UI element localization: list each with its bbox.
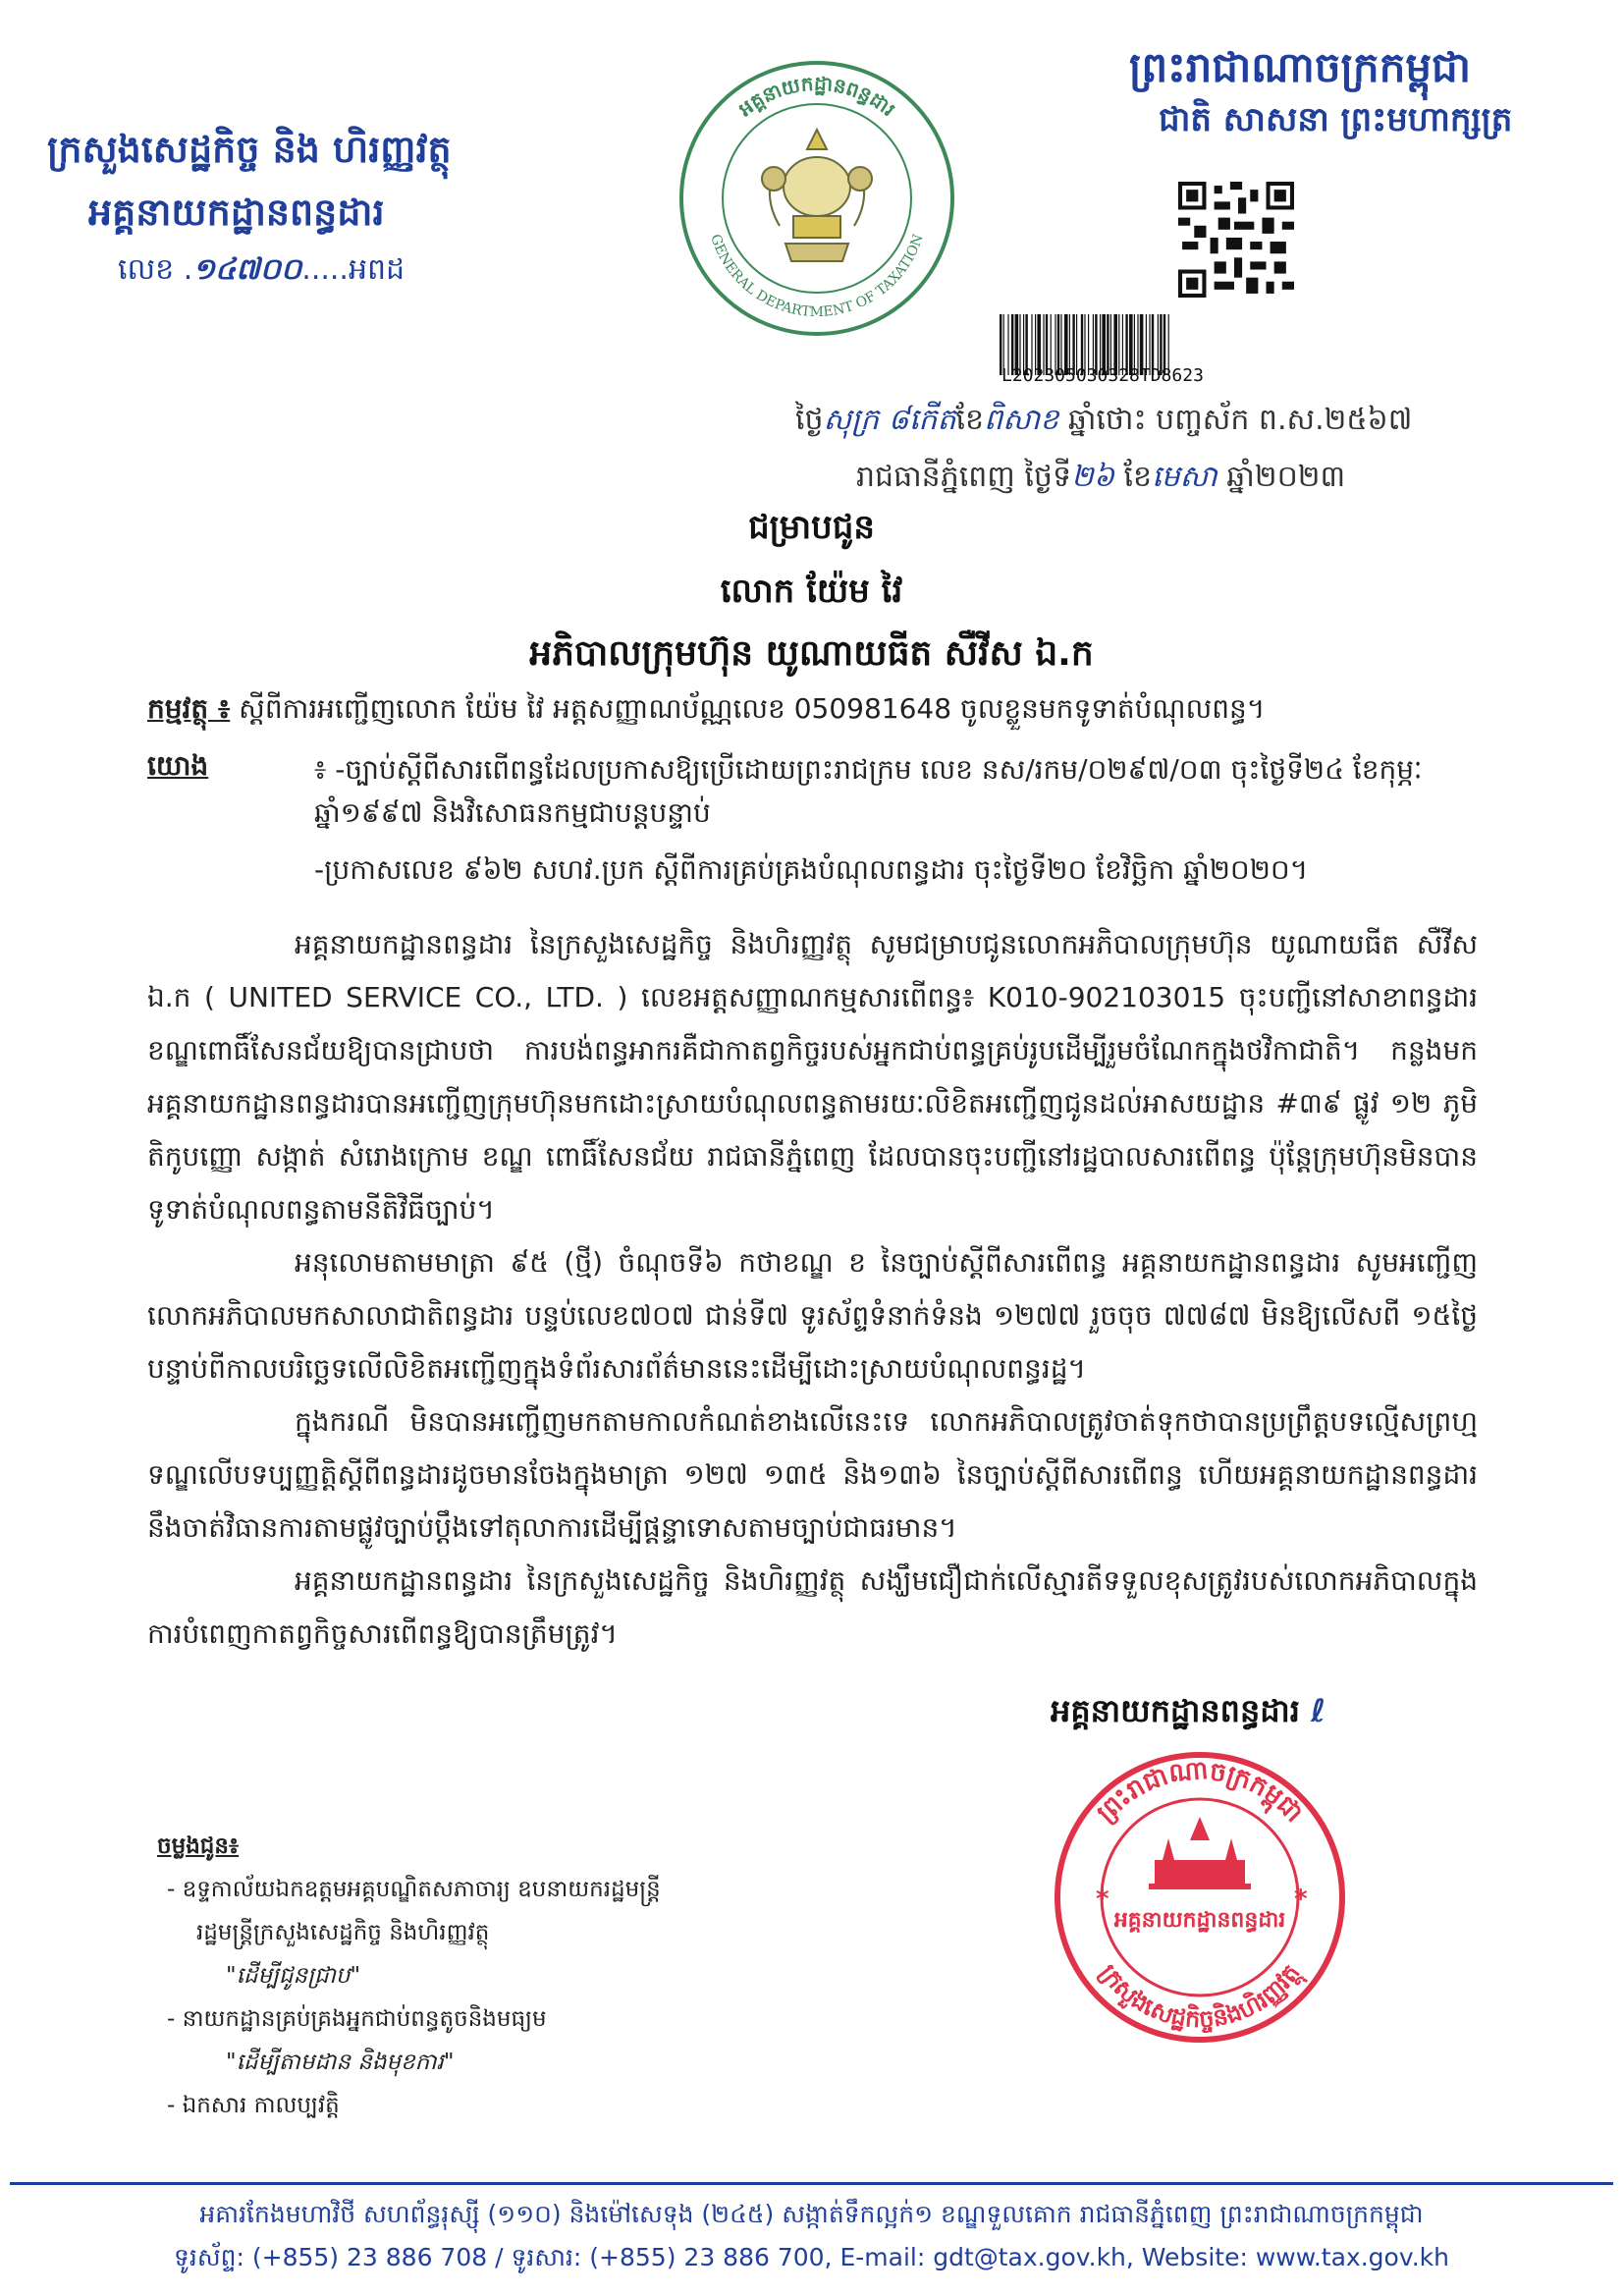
- barcode-number: L202305030328TD8623: [1001, 365, 1204, 386]
- body-paragraph: អគ្គនាយកដ្ឋានពន្ធដារ នៃក្រសួងសេដ្ឋកិច្ច និងហិរញ្ញវត្ថុ សង្ឃឹមជឿជាក់លើស្មារតីទទួលខុសត្រូវរបស់លោកអភិបាលក្នុងការបំពេញកាតព្វកិច្ចសារពើពន្ធឱ្យបានត្រឹមត្រូវ។: [147, 1564, 1478, 1650]
- ref-suffix: អពដ: [348, 252, 406, 287]
- reference-number: លេខ .១៤៧០០.....អពដ: [118, 252, 406, 287]
- reference-item: ៖ -ច្បាប់ស្តីពីសារពើពន្ធដែលប្រកាសឱ្យប្រើដោយព្រះរាជក្រម លេខ នស/រកម/០២៩៧/០៣ ចុះថ្ងៃទី២៤ ខែកុម្ភៈ ឆ្នាំ១៩៩៧ និងវិសោធនកម្មជាបន្តបន្ទាប់: [314, 753, 1423, 829]
- seal-star-icon: *: [1294, 1885, 1308, 1914]
- seal-top-text: ព្រះរាជាណាចក្រកម្ពុជា: [1091, 1755, 1309, 1829]
- signer-title: [1051, 1691, 1325, 1737]
- lunar-day: សុក្រ ៨កើត: [823, 403, 956, 437]
- body-paragraph: អនុលោមតាមមាត្រា ៩៥ (ថ្មី) ចំណុចទី៦ កថាខណ្ឌ ខ នៃច្បាប់ស្តីពីសារពើពន្ធ អគ្គនាយកដ្ឋានពន្ធដារ សូមអញ្ជើញលោកអភិបាលមកសាលាជាតិពន្ធដារ បន្ទប់លេខ៧០៧ ជាន់ទី៧ ទូរស័ព្ទទំនាក់ទំនង ១២៧៧ រួចចុច ៧៧៨៧ មិនឱ្យលើសពី ១៥ថ្ងៃ បន្ទាប់ពីកាលបរិច្ឆេទលើលិខិតអញ្ជើញក្នុងទំព័រសារព័ត៌មាននេះដើម្បីដោះស្រាយបំណុលពន្ធរដ្ឋ។: [147, 1246, 1478, 1385]
- lunar-month-prefix: ខែ: [955, 403, 985, 437]
- carbon-copy: [157, 1825, 661, 2127]
- svg-text:អគ្គនាយកដ្ឋានពន្ធដារ: [733, 72, 899, 122]
- lunar-month: ពិសាខ: [984, 403, 1059, 437]
- solar-day: ២៦: [1071, 460, 1114, 494]
- solar-month-prefix: ខែ: [1123, 460, 1153, 494]
- signature-mark-icon: ℓ: [1311, 1692, 1326, 1729]
- body-paragraph: អគ្គនាយកដ្ឋានពន្ធដារ នៃក្រសួងសេដ្ឋកិច្ច និងហិរញ្ញវត្ថុ សូមជម្រាបជូនលោកអភិបាលក្រុមហ៊ុន យូណាយធីត សឺវីស ឯ.ក ( UNITED SERVICE CO., LTD. ) លេខអត្តសញ្ញាណកម្មសារពើពន្ធ៖ K010-902103015 ចុះបញ្ជីនៅសាខាពន្ធដារខណ្ឌពោធិ៍សែនជ័យឱ្យបានជ្រាបថា ការបង់ពន្ធអាករគឺជាកាតព្វកិច្ចរបស់អ្នកជាប់ពន្ធគ្រប់រូបដើម្បីរួមចំណែកក្នុងថវិកាជាតិ។ កន្លងមក អគ្គនាយកដ្ឋានពន្ធដារបានអញ្ជើញក្រុមហ៊ុនមកដោះស្រាយបំណុលពន្ធតាមរយៈលិខិតអញ្ជើញជូនដល់អាសយដ្ឋាន #៣៩ ផ្លូវ ១២ ភូមិ តិកូបញ្ញោ សង្កាត់ សំរោងក្រោម ខណ្ឌ ពោធិ៍សែនជ័យ រាជធានីភ្នំពេញ ដែលបានចុះបញ្ជីនៅរដ្ឋបាលសារពើពន្ធ ប៉ុន្តែក្រុមហ៊ុនមិនបានទូទាត់បំណុលពន្ធតាមនីតិវិធីច្បាប់។: [147, 928, 1478, 1226]
- kingdom-title: ព្រះរាជាណាចក្រកម្ពុជា: [1129, 43, 1472, 91]
- seal-star-icon: *: [1096, 1885, 1109, 1914]
- subject-line: [147, 691, 1502, 732]
- solar-date: [856, 458, 1345, 501]
- subject-text: ស្ដីពីការអញ្ជើញលោក យ៉ែម វៃ អត្តសញ្ញាណប័ណ្ណលេខ 050981648 ចូលខ្លួនមកទូទាត់បំណុលពន្ធ។: [239, 692, 1266, 725]
- footer-divider: [10, 2182, 1613, 2185]
- cc-item: - ឯកសារ កាលប្បវត្តិ: [167, 2093, 340, 2118]
- footer-contacts: ទូរស័ព្ទ: (+855) 23 886 708 / ទូរសារ: (+855) 23 886 700, E-mail: gdt@tax.gov.kh, Website: www.tax.gov.kh: [174, 2243, 1449, 2271]
- recipient-title: អភិបាលក្រុមហ៊ុន យូណាយធីត សឺវីស ឯ.ក: [529, 633, 1094, 674]
- footer-address: អគារកែងមហាវិថី សហព័ន្ធរុស្ស៊ី (១១០) និងម៉ៅសេទុង (២៤៥) សង្កាត់ទឹកល្អក់១ ខណ្ឌទួលគោក រាជធានីភ្នំពេញ ព្រះរាជាណាចក្រកម្ពុជា: [199, 2200, 1424, 2228]
- lunar-date: [795, 401, 1412, 444]
- recipient-name: លោក យ៉ែម វៃ: [720, 572, 903, 611]
- cc-note: "ដើម្បីតាមដាន និងមុខការ": [226, 2050, 455, 2075]
- solar-date-prefix: រាជធានីភ្នំពេញ ថ្ងៃទី: [856, 460, 1072, 494]
- gdt-emblem-icon: [677, 59, 957, 339]
- signer-title-text: អគ្គនាយកដ្ឋានពន្ធដារ: [1051, 1692, 1300, 1729]
- cc-item: - នាយកដ្ឋានគ្រប់គ្រងអ្នកជាប់ពន្ធតូចនិងមធ្យម: [167, 2006, 547, 2032]
- seal-bottom-text: ក្រសួងសេដ្ឋកិច្ចនិងហិរញ្ញវត្ថុ: [1094, 1958, 1306, 2034]
- references-label: យោង: [147, 749, 209, 782]
- subject-label: កម្មវត្ថុ ៖: [147, 692, 231, 725]
- qr-code-icon: [1178, 182, 1294, 298]
- official-seal-icon: [1053, 1750, 1347, 2045]
- department-name: អគ្គនាយកដ្ឋានពន្ធដារ: [88, 191, 385, 234]
- body-paragraph: ក្នុងករណី មិនបានអញ្ជើញមកតាមកាលកំណត់ខាងលើនេះទេ លោកអភិបាលត្រូវចាត់ទុកថាបានប្រព្រឹត្តបទល្មើសព្រហ្មទណ្ឌលើបទប្បញ្ញត្តិស្តីពីពន្ធដារដូចមានចែងក្នុងមាត្រា ១២៧ ១៣៥ និង១៣៦ នៃច្បាប់ស្តីពីសារពើពន្ធ ហើយអគ្គនាយកដ្ឋានពន្ធដារនឹងចាត់វិធានការតាមផ្លូវច្បាប់ប្ដឹងទៅតុលាការដើម្បីផ្តន្ទាទោសតាមច្បាប់ជាធរមាន។: [147, 1405, 1478, 1544]
- emblem-bottom-text: GENERAL DEPARTMENT OF TAXATION: [707, 232, 927, 321]
- national-motto: ជាតិ សាសនា ព្រះមហាក្សត្រ: [1159, 100, 1513, 139]
- letter-body: [147, 918, 1478, 1661]
- ministry-name: ក្រសួងសេដ្ឋកិច្ច និង ហិរញ្ញវត្ថុ: [47, 128, 452, 171]
- reference-item: -ប្រកាសលេខ ៩៦២ សហវ.ប្រក ស្តីពីការគ្រប់គ្រងបំណុលពន្ធដារ ចុះថ្ងៃទី២០ ខែវិច្ឆិកា ឆ្នាំ២០២០។: [314, 853, 1309, 886]
- salutation: ជម្រាបជូន: [748, 508, 875, 547]
- cc-item: រដ្ឋមន្ត្រីក្រសួងសេដ្ឋកិច្ច និងហិរញ្ញវត្ថុ: [196, 1920, 490, 1945]
- ref-prefix: លេខ: [118, 252, 175, 287]
- emblem-top-text: អគ្គនាយកដ្ឋានពន្ធដារ: [733, 71, 900, 122]
- lunar-year: ឆ្នាំថោះ បញ្ចស័ក ព.ស.២៥៦៧: [1067, 403, 1413, 437]
- cc-heading: ចម្លងជូន៖: [157, 1833, 240, 1859]
- references: [147, 748, 1483, 905]
- cc-note: "ដើម្បីជូនជ្រាប": [226, 1963, 361, 1989]
- cc-item: - ឧទ្ទកាល័យឯកឧត្តមអគ្គបណ្ឌិតសភាចារ្យ ឧបនាយករដ្ឋមន្ត្រី: [167, 1877, 661, 1902]
- lunar-date-prefix: ថ្ងៃ: [795, 403, 824, 437]
- seal-middle-text: អគ្គនាយកដ្ឋានពន្ធដារ: [1113, 1908, 1286, 1933]
- solar-month: មេសា: [1152, 460, 1217, 494]
- ref-number: ១៤៧០០: [192, 252, 302, 287]
- solar-year: ឆ្នាំ២០២៣: [1226, 460, 1346, 494]
